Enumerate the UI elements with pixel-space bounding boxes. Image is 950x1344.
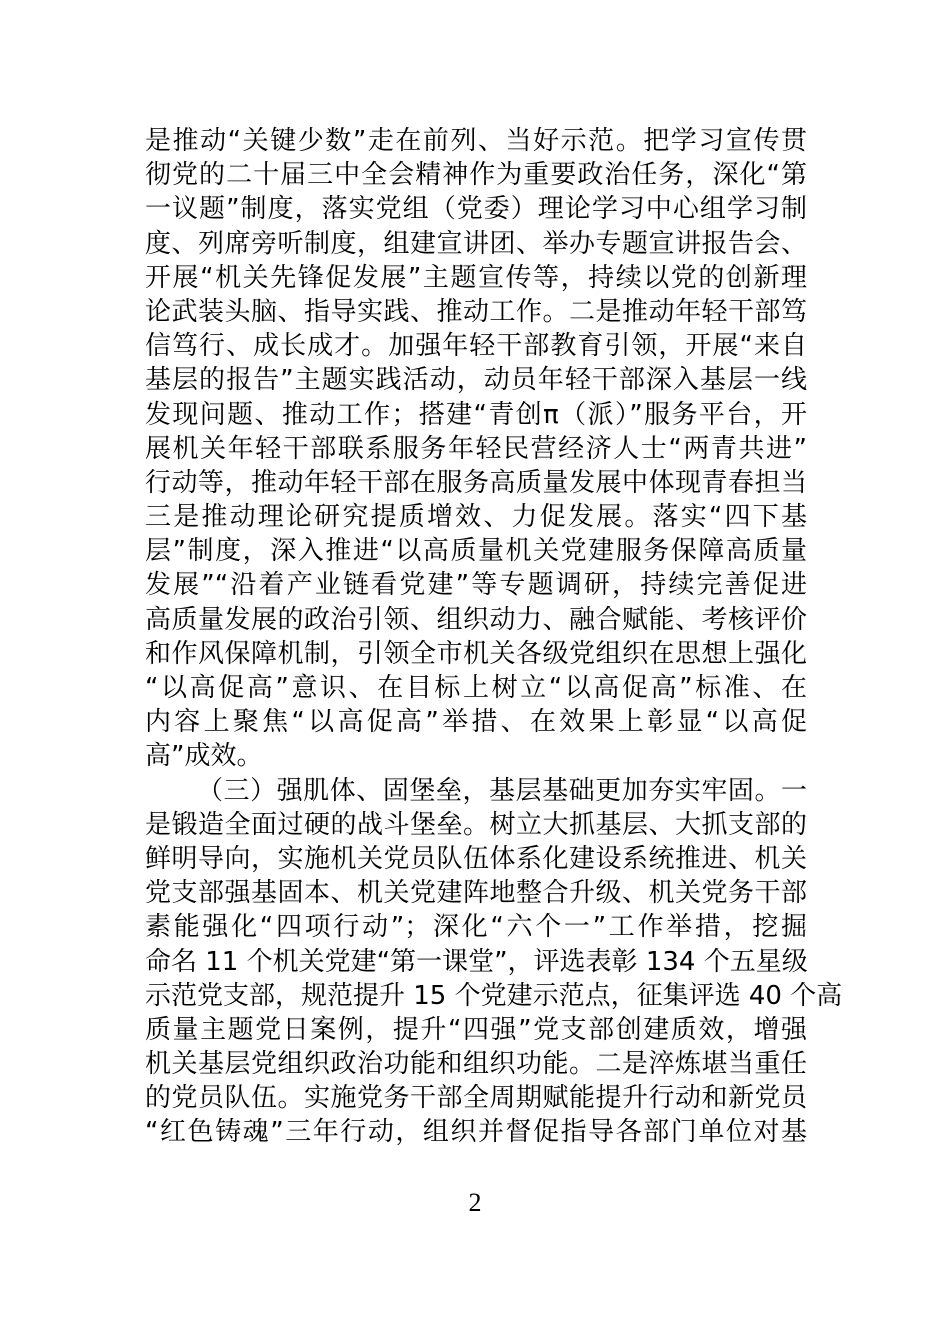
text-line: 信笃行、成长成才。加强年轻干部教育引领，开展“来自	[145, 331, 807, 362]
text-line: 质量主题党日案例，提升“四强”党支部创建质效，增强	[145, 1014, 807, 1045]
text-line: 党支部强基固本、机关党建阵地整合升级、机关党务干部	[145, 878, 807, 909]
text-line: 论武装头脑、指导实践、推动工作。二是推动年轻干部笃	[145, 296, 807, 327]
text-line: 是锻造全面过硬的战斗堡垒。树立大抓基层、大抓支部的	[145, 809, 807, 840]
body-text	[145, 124, 843, 1150]
text-line: 发展”“沿着产业链看党建”等专题调研，持续完善促进	[145, 570, 807, 601]
section-heading-line: （三）强肌体、固堡垒，基层基础更加夯实牢固。一	[197, 775, 807, 806]
page-number: 2	[468, 1188, 482, 1217]
text-line: 行动等，推动年轻干部在服务高质量发展中体现青春担当	[145, 467, 807, 498]
text-line: 一议题”制度，落实党组（党委）理论学习中心组学习制	[145, 194, 807, 225]
text-line: 度、列席旁听制度，组建宣讲团、举办专题宣讲报告会、	[145, 228, 807, 259]
text-line: 彻党的二十届三中全会精神作为重要政治任务，深化“第	[145, 160, 807, 191]
text-line: 鲜明导向，实施机关党员队伍体系化建设系统推进、机关	[145, 843, 807, 874]
text-line: 开展“机关先锋促发展”主题宣传等，持续以党的创新理	[145, 262, 807, 293]
text-line: 发现问题、推动工作；搭建“青创π（派）”服务平台，开	[145, 399, 807, 430]
text-line: 内容上聚焦“以高促高”举措、在效果上彰显“以高促	[145, 707, 807, 738]
text-line: “以高促高”意识、在目标上树立“以高促高”标准、在	[145, 673, 807, 703]
text-line: 和作风保障机制，引领全市机关各级党组织在思想上强化	[145, 638, 807, 669]
text-line: 高质量发展的政治引领、组织动力、融合赋能、考核评价	[145, 604, 807, 635]
text-line: 展机关年轻干部联系服务年轻民营经济人士“两青共进”	[145, 433, 807, 464]
text-line: 的党员队伍。实施党务干部全周期赋能提升行动和新党员	[145, 1083, 807, 1114]
text-line: 基层的报告”主题实践活动，动员年轻干部深入基层一线	[145, 365, 807, 396]
text-line: 素能强化“四项行动”；深化“六个一”工作举措，挖掘	[145, 912, 807, 943]
text-line: 机关基层党组织政治功能和组织功能。二是淬炼堪当重任	[145, 1049, 807, 1080]
text-line: 层”制度，深入推进“以高质量机关党建服务保障高质量	[145, 536, 807, 567]
text-line: 命名 11 个机关党建“第一课堂”，评选表彰 134 个五星级	[145, 946, 808, 977]
text-line: “红色铸魂”三年行动，组织并督促指导各部门单位对基	[145, 1117, 807, 1148]
text-line-paragraph-end: 高”成效。	[145, 741, 263, 772]
text-line: 是推动“关键少数”走在前列、当好示范。把学习宣传贯	[145, 126, 807, 156]
text-line: 示范党支部，规范提升 15 个党建示范点，征集评选 40 个高	[145, 980, 843, 1011]
text-line: 三是推动理论研究提质增效、力促发展。落实“四下基	[145, 502, 807, 533]
